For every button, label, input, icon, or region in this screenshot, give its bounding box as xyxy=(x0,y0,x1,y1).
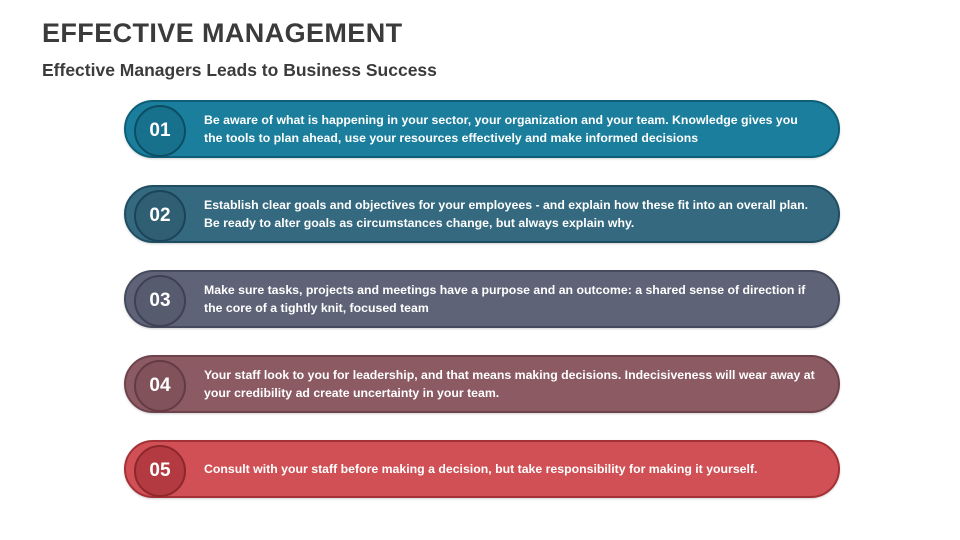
list-item-text: Consult with your staff before making a decision, but take responsibility for making it yourself. xyxy=(204,461,758,476)
list-item-text: Be aware of what is happening in your sector, your organization and your team. Knowledge gives you the tools to plan ahead, use your resources effectively and make informed decisions xyxy=(204,112,798,145)
page-subtitle: Effective Managers Leads to Business Success xyxy=(42,60,437,80)
page-title: EFFECTIVE MANAGEMENT xyxy=(42,18,403,48)
step-number-badge: 02 xyxy=(134,190,186,242)
step-number-badge: 01 xyxy=(134,105,186,157)
list-item-text: Establish clear goals and objectives for your employees - and explain how these fit into an overall plan. Be ready to alter goals as circumstances change, but always explain why. xyxy=(204,197,809,230)
step-number-badge: 05 xyxy=(134,445,186,497)
step-number-badge: 03 xyxy=(134,275,186,327)
list-item xyxy=(124,440,840,498)
tips-list xyxy=(124,100,840,525)
list-item-text: Your staff look to you for leadership, and that means making decisions. Indecisiveness will wear away at your credibility ad create uncertainty in your team. xyxy=(204,367,815,400)
list-item xyxy=(124,355,840,413)
list-item-text: Make sure tasks, projects and meetings have a purpose and an outcome: a shared sense of direction if the core of a tightly knit, focused team xyxy=(204,282,806,315)
list-item xyxy=(124,185,840,243)
step-number-badge: 04 xyxy=(134,360,186,412)
list-item xyxy=(124,270,840,328)
list-item xyxy=(124,100,840,158)
